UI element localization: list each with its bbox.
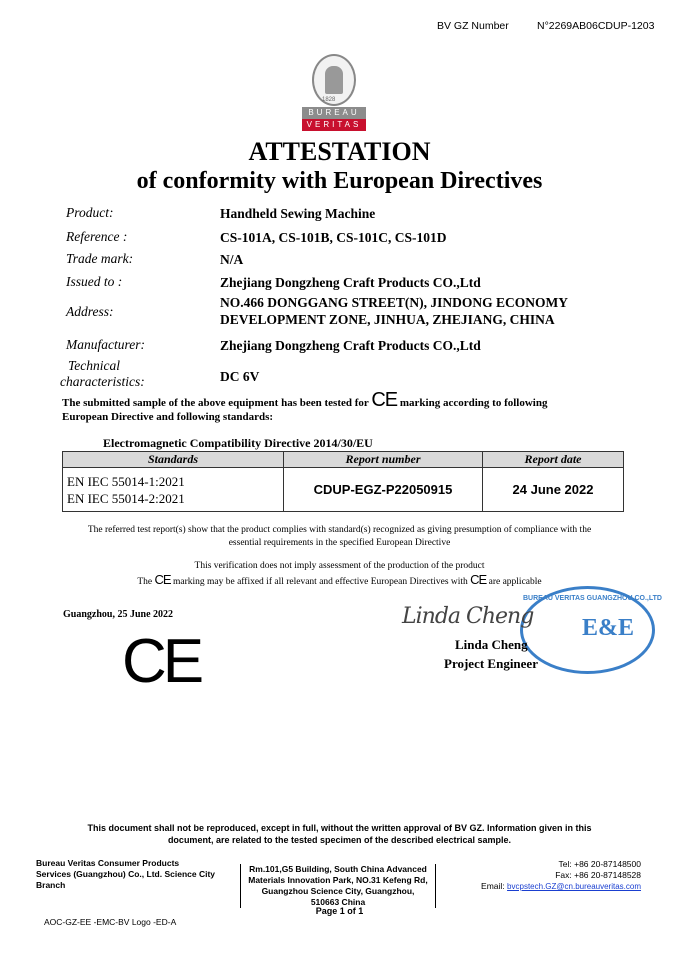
field-label: Trade mark: bbox=[66, 251, 134, 266]
bureau-veritas-logo bbox=[302, 54, 366, 132]
verification-text bbox=[0, 560, 679, 589]
field-label: Address: bbox=[66, 304, 114, 319]
email-label: Email: bbox=[481, 881, 505, 891]
email-link[interactable]: bvcpstech.GZ@cn.bureauveritas.com bbox=[507, 882, 641, 891]
verification-line: are applicable bbox=[488, 577, 542, 587]
stamp-center: E&E bbox=[581, 615, 634, 641]
field-value: Zhejiang Dongzheng Craft Products CO.,Ltd bbox=[220, 338, 481, 353]
ce-mark-inline: CE bbox=[470, 572, 487, 587]
statement bbox=[62, 389, 548, 424]
footer-address bbox=[241, 864, 435, 908]
standard: EN IEC 55014-1:2021 bbox=[67, 473, 185, 489]
field-value: N/A bbox=[220, 252, 244, 267]
field-label: characteristics: bbox=[60, 374, 145, 389]
compliance-text bbox=[0, 524, 679, 550]
document-code: AOC-GZ-EE -EMC-BV Logo -ED-A bbox=[44, 917, 177, 927]
verification-line: The bbox=[137, 577, 153, 587]
address-line: Materials Innovation Park, NO.31 Kefeng Rd, bbox=[248, 875, 428, 885]
field-label: Reference : bbox=[66, 229, 128, 244]
logo-veritas: VERITAS bbox=[302, 119, 366, 131]
header-report-number: Report number bbox=[284, 452, 483, 468]
signature: Linda Cheng bbox=[402, 604, 534, 629]
ce-mark-large: CE bbox=[122, 627, 201, 696]
fax: Fax: +86 20-87148528 bbox=[555, 870, 641, 880]
field-value: DC 6V bbox=[220, 369, 260, 384]
place-date: Guangzhou, 25 June 2022 bbox=[63, 609, 174, 620]
standard: EN IEC 55014-2:2021 bbox=[67, 490, 185, 506]
address-line: Guangzhou Science City, Guangzhou, bbox=[261, 886, 415, 896]
company-line: Branch bbox=[36, 880, 66, 890]
field-value: CS-101A, CS-101B, CS-101C, CS-101D bbox=[220, 230, 447, 245]
tel: Tel: +86 20-87148500 bbox=[558, 859, 641, 869]
ce-mark-inline: CE bbox=[154, 572, 171, 587]
address-line: Rm.101,G5 Building, South China Advanced bbox=[249, 864, 427, 874]
statement-text: European Directive and following standards: bbox=[62, 411, 274, 423]
verification-line: marking may be affixed if all relevant and effective European Directives with bbox=[172, 577, 468, 587]
field-value: NO.466 DONGGANG STREET(N), JINDONG ECONOMY bbox=[220, 295, 569, 310]
bv-number-value: N°2269AB06CDUP-1203 bbox=[537, 20, 655, 32]
logo-bureau: BUREAU bbox=[302, 107, 366, 119]
standards-table bbox=[62, 451, 624, 512]
divider bbox=[435, 864, 436, 908]
field-value: Handheld Sewing Machine bbox=[220, 206, 376, 221]
address-line: 510663 China bbox=[310, 897, 366, 907]
notice-line: document, are related to the tested specimen of the described electrical sample. bbox=[167, 835, 512, 845]
page-number: Page 1 of 1 bbox=[315, 906, 364, 916]
logo-year: 1828 bbox=[322, 97, 336, 103]
footer-notice bbox=[0, 822, 679, 846]
company-line: Bureau Veritas Consumer Products bbox=[36, 858, 180, 868]
statement-text: The submitted sample of the above equipment has been tested for bbox=[62, 397, 369, 409]
directive-title: Electromagnetic Compatibility Directive 2014/30/EU bbox=[103, 436, 373, 450]
company-line: Services (Guangzhou) Co., Ltd. Science City bbox=[36, 869, 216, 879]
field-value: DEVELOPMENT ZONE, JINHUA, ZHEJIANG, CHINA bbox=[220, 312, 555, 327]
header-standards: Standards bbox=[63, 452, 284, 468]
page-subtitle: of conformity with European Directives bbox=[136, 168, 543, 194]
signatory-role: Project Engineer bbox=[444, 656, 538, 671]
header-report-date: Report date bbox=[483, 452, 624, 468]
report-number: CDUP-EGZ-P22050915 bbox=[284, 468, 483, 512]
compliance-line: essential requirements in the specified European Directive bbox=[228, 538, 451, 548]
footer-company bbox=[36, 858, 215, 891]
field-value: Zhejiang Dongzheng Craft Products CO.,Ltd bbox=[220, 275, 481, 290]
field-label: Technical bbox=[68, 358, 120, 373]
field-label: Manufacturer: bbox=[66, 337, 145, 352]
report-date: 24 June 2022 bbox=[483, 468, 624, 512]
page-title: ATTESTATION bbox=[248, 137, 431, 166]
footer-contact bbox=[481, 859, 641, 892]
notice-line: This document shall not be reproduced, except in full, without the written approval of BV GZ. Information given in this bbox=[87, 823, 592, 833]
field-label: Issued to : bbox=[66, 274, 123, 289]
bv-number-label: BV GZ Number bbox=[437, 20, 509, 32]
compliance-line: The referred test report(s) show that the product complies with standard(s) recognized as giving presumption of compliance with the bbox=[87, 525, 592, 535]
verification-line: This verification does not imply assessment of the production of the product bbox=[194, 561, 485, 571]
stamp-text: BUREAU VERITAS GUANGZHOU CO.,LTD bbox=[523, 595, 662, 602]
field-label: Product: bbox=[66, 205, 114, 220]
company-stamp bbox=[520, 586, 662, 674]
signatory-name: Linda Cheng bbox=[455, 637, 528, 652]
ce-mark-inline: CE bbox=[371, 389, 398, 411]
standards-cell bbox=[63, 468, 284, 512]
statement-text: marking according to following bbox=[399, 397, 548, 409]
